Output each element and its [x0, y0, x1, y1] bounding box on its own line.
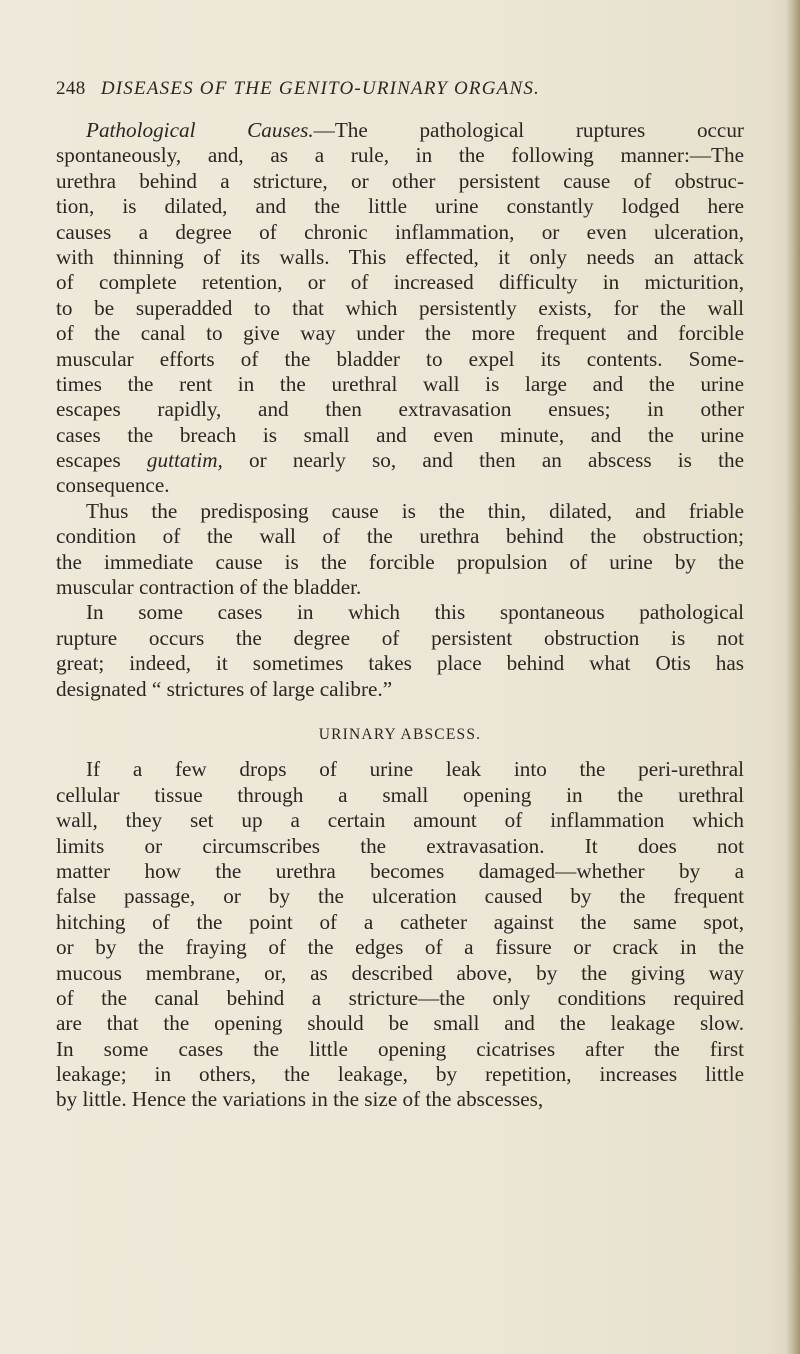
text-fragment: or nearly so, and then an abscess is the — [222, 448, 744, 473]
paragraph-pathological-causes — [56, 118, 744, 499]
text-line: great; indeed, it sometimes takes place behind what Otis has — [56, 651, 744, 676]
text-line: escapes rapidly, and then extravasation ensues; in other — [56, 397, 744, 422]
text-line: of complete retention, or of increased difficulty in micturition, — [56, 270, 744, 295]
text-line: urethra behind a stricture, or other persistent cause of obstruc- — [56, 168, 744, 193]
text-line: designated “ strictures of large calibre.” — [56, 676, 393, 701]
text-line: of the canal to give way under the more frequent and forcible — [56, 321, 744, 346]
text-line: by little. Hence the variations in the size of the abscesses, — [56, 1087, 544, 1112]
text-line: to be superadded to that which persistently exists, for the wall — [56, 295, 744, 320]
text-fragment: escapes — [56, 448, 147, 473]
paragraph-predisposing-cause — [56, 499, 744, 601]
text-line: limits or circumscribes the extravasation. It does not — [56, 833, 744, 858]
text-line: mucous membrane, or, as described above, by the giving way — [56, 960, 744, 985]
text-line: with thinning of its walls. This effected, it only needs an attack — [56, 244, 744, 269]
text-line: causes a degree of chronic inflammation, or even ulceration, — [56, 219, 744, 244]
text-line-content: —The pathological ruptures occur — [313, 118, 744, 142]
text-line: hitching of the point of a catheter against the same spot, — [56, 909, 744, 934]
running-head — [56, 78, 676, 106]
paragraph-spontaneous-rupture — [56, 600, 744, 702]
text-line: times the rent in the urethral wall is large and the urine — [56, 371, 744, 396]
text-line — [56, 118, 744, 143]
text-line — [56, 448, 744, 473]
latin-term: guttatim, — [146, 448, 223, 473]
text-line: are that the opening should be small and the leakage slow. — [56, 1011, 744, 1036]
page-edge-shadow — [786, 0, 800, 1354]
text-line: consequence. — [56, 473, 170, 498]
paragraph-lead: Pathological Causes. — [86, 118, 314, 142]
text-line: If a few drops of urine leak into the peri-urethral — [86, 757, 744, 782]
text-line: In some cases in which this spontaneous pathological — [86, 600, 744, 625]
text-line: Thus the predisposing cause is the thin, dilated, and friable — [86, 498, 744, 523]
text-line: In some cases the little opening cicatrises after the first — [56, 1036, 744, 1061]
body-text — [56, 118, 744, 1113]
paragraph-urinary-abscess — [56, 757, 744, 1112]
text-line: of the canal behind a stricture—the only conditions required — [56, 985, 744, 1010]
text-line: matter how the urethra becomes damaged—whether by a — [56, 858, 744, 883]
text-line: condition of the wall of the urethra behind the obstruction; — [56, 524, 744, 549]
text-line: leakage; in others, the leakage, by repetition, increases little — [56, 1062, 744, 1087]
text-line: rupture occurs the degree of persistent obstruction is not — [56, 625, 744, 650]
text-line: wall, they set up a certain amount of inflammation which — [56, 808, 744, 833]
page-number: 248 — [56, 78, 86, 99]
text-line: muscular efforts of the bladder to expel its contents. Some- — [56, 346, 744, 371]
text-line: or by the fraying of the edges of a fissure or crack in the — [56, 935, 744, 960]
text-line: spontaneously, and, as a rule, in the following manner:—The — [56, 143, 744, 168]
text-line: false passage, or by the ulceration caused by the frequent — [56, 884, 744, 909]
text-line: tion, is dilated, and the little urine constantly lodged here — [56, 194, 744, 219]
text-line: muscular contraction of the bladder. — [56, 575, 362, 600]
running-title: DISEASES OF THE GENITO-URINARY ORGANS. — [100, 78, 540, 99]
text-line: the immediate cause is the forcible propulsion of urine by the — [56, 549, 744, 574]
text-line: cases the breach is small and even minute, and the urine — [56, 422, 744, 447]
section-heading: URINARY ABSCESS. — [318, 725, 482, 743]
text-line: cellular tissue through a small opening in the urethral — [56, 782, 744, 807]
